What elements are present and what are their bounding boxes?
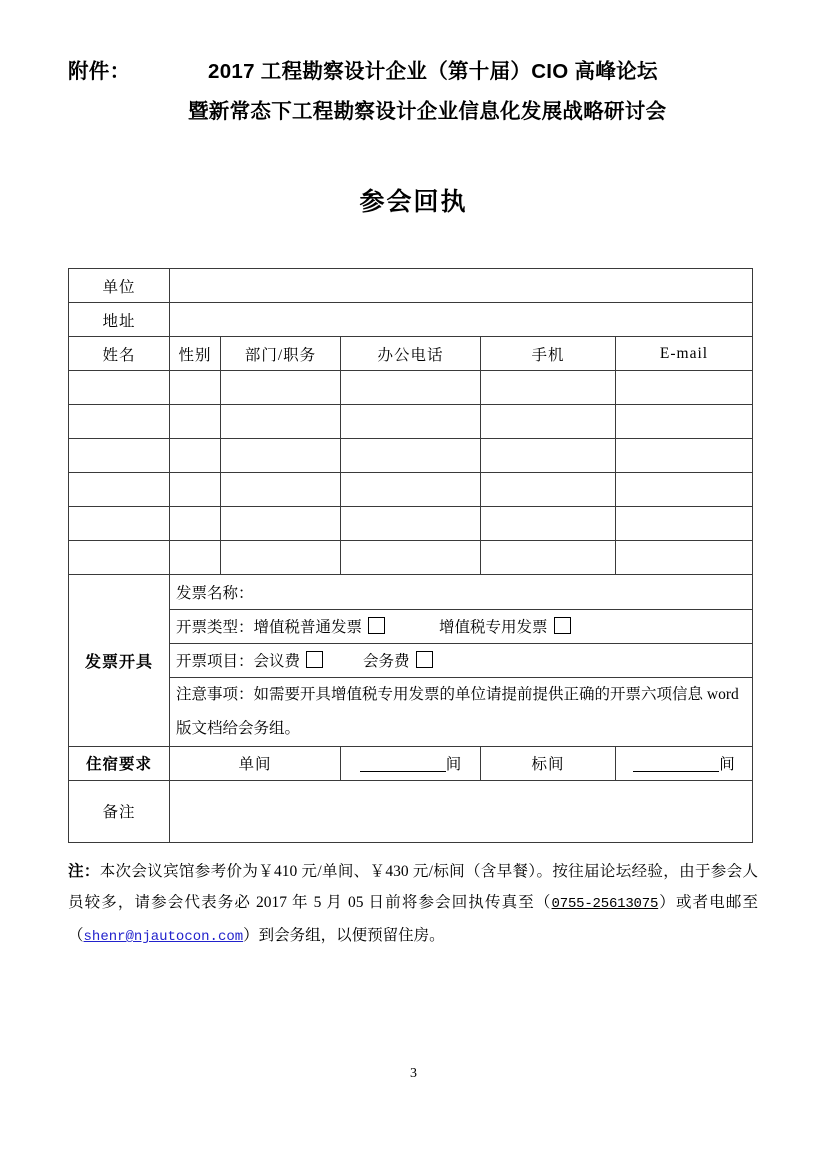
- remark-value-field[interactable]: [170, 780, 753, 842]
- lodging-standard-label: 标间: [481, 746, 616, 780]
- cell-department[interactable]: [221, 439, 341, 473]
- footnote: [68, 856, 758, 953]
- cell-mobile[interactable]: [481, 541, 616, 575]
- address-label: 地址: [69, 303, 170, 337]
- lodging-single-label: 单间: [170, 746, 341, 780]
- footnote-part-3: ）到会务组，以便预留住房。: [243, 927, 445, 944]
- page-number: 3: [410, 1066, 417, 1081]
- cell-gender[interactable]: [170, 473, 221, 507]
- cell-email[interactable]: [616, 405, 753, 439]
- cell-email[interactable]: [616, 439, 753, 473]
- cell-office-phone[interactable]: [341, 439, 481, 473]
- table-row-lodging: [69, 746, 753, 780]
- registration-form-table: [68, 268, 753, 843]
- cell-email[interactable]: [616, 507, 753, 541]
- cell-department[interactable]: [221, 541, 341, 575]
- table-row-address: [69, 303, 753, 337]
- remark-label: 备注: [69, 780, 170, 842]
- table-row-remark: [69, 780, 753, 842]
- cell-mobile[interactable]: [481, 507, 616, 541]
- cell-gender[interactable]: [170, 507, 221, 541]
- table-header-row: [69, 337, 753, 371]
- column-header-department: 部门/职务: [221, 337, 341, 371]
- address-value-field[interactable]: [170, 303, 753, 337]
- cell-office-phone[interactable]: [341, 541, 481, 575]
- invoice-type-option-2-checkbox[interactable]: [554, 617, 571, 634]
- cell-name[interactable]: [69, 405, 170, 439]
- table-row: [69, 541, 753, 575]
- cell-name[interactable]: [69, 439, 170, 473]
- invoice-type-row: [170, 609, 752, 643]
- invoice-name-row: [170, 575, 752, 609]
- attachment-label: 附件：: [68, 60, 131, 83]
- column-header-email: E-mail: [616, 337, 753, 371]
- unit-label: 单位: [69, 269, 170, 303]
- invoice-item-option-1-label: 会议费: [253, 653, 301, 670]
- cell-gender[interactable]: [170, 439, 221, 473]
- table-row-invoice: [69, 575, 753, 747]
- heading-title-line-2: 暨新常态下工程勘察设计企业信息化发展战略研讨会: [188, 100, 667, 123]
- cell-office-phone[interactable]: [341, 371, 481, 405]
- invoice-note-text: 注意事项：如需要开具增值税专用发票的单位请提前提供正确的开票六项信息 word 版文档给会务组。: [176, 685, 739, 737]
- unit-value-field[interactable]: [170, 269, 753, 303]
- document-heading: [68, 52, 758, 132]
- invoice-item-prefix: 开票项目：: [176, 653, 254, 670]
- table-row-unit: [69, 269, 753, 303]
- invoice-type-option-1-checkbox[interactable]: [368, 617, 385, 634]
- cell-mobile[interactable]: [481, 439, 616, 473]
- cell-department[interactable]: [221, 405, 341, 439]
- column-header-office-phone: 办公电话: [341, 337, 481, 371]
- cell-department[interactable]: [221, 507, 341, 541]
- table-row: [69, 439, 753, 473]
- footnote-part-1: 本次会议宾馆参考价为￥410 元/单间、￥430 元/标间（含早餐）。按往届论坛经验，由于参会人员较多，请参会代表务必 2017 年 5 月 05 日前将参会回执传真至（: [68, 863, 758, 911]
- invoice-type-cell: [170, 609, 752, 643]
- page-title: 参会回执: [359, 188, 468, 216]
- cell-office-phone[interactable]: [341, 507, 481, 541]
- lodging-standard-blank[interactable]: [633, 771, 719, 772]
- fax-number[interactable]: 0755-25613075: [551, 896, 659, 912]
- table-row: [69, 473, 753, 507]
- column-header-gender: 性别: [170, 337, 221, 371]
- invoice-name-label[interactable]: 发票名称：: [170, 575, 752, 609]
- email-link[interactable]: shenr@njautocon.com: [83, 929, 244, 945]
- invoice-section-body: [170, 575, 753, 747]
- footnote-part-2: ）或者电邮至（: [68, 894, 758, 944]
- invoice-item-option-2-checkbox[interactable]: [416, 651, 433, 668]
- cell-gender[interactable]: [170, 541, 221, 575]
- lodging-standard-unit: 间: [719, 756, 735, 773]
- cell-mobile[interactable]: [481, 405, 616, 439]
- invoice-note-row: [170, 677, 752, 746]
- cell-name[interactable]: [69, 541, 170, 575]
- cell-email[interactable]: [616, 473, 753, 507]
- table-row: [69, 507, 753, 541]
- table-row: [69, 405, 753, 439]
- column-header-mobile: 手机: [481, 337, 616, 371]
- cell-name[interactable]: [69, 507, 170, 541]
- column-header-name: 姓名: [69, 337, 170, 371]
- footnote-label: 注：: [68, 863, 100, 880]
- invoice-type-option-1-label: 增值税普通发票: [253, 619, 363, 636]
- cell-office-phone[interactable]: [341, 473, 481, 507]
- cell-department[interactable]: [221, 473, 341, 507]
- invoice-item-option-1-checkbox[interactable]: [306, 651, 323, 668]
- heading-title-line-1: 2017 工程勘察设计企业（第十届）CIO 高峰论坛: [208, 60, 658, 83]
- cell-gender[interactable]: [170, 371, 221, 405]
- cell-email[interactable]: [616, 541, 753, 575]
- cell-name[interactable]: [69, 473, 170, 507]
- invoice-item-option-2-label: 会务费: [363, 653, 410, 670]
- heading-line-1: [68, 52, 758, 92]
- table-row: [69, 371, 753, 405]
- cell-name[interactable]: [69, 371, 170, 405]
- cell-mobile[interactable]: [481, 371, 616, 405]
- cell-office-phone[interactable]: [341, 405, 481, 439]
- cell-email[interactable]: [616, 371, 753, 405]
- lodging-single-field[interactable]: [341, 746, 481, 780]
- invoice-item-cell: [170, 643, 752, 677]
- cell-mobile[interactable]: [481, 473, 616, 507]
- invoice-section-label: 发票开具: [69, 575, 170, 747]
- lodging-standard-field[interactable]: [616, 746, 753, 780]
- lodging-single-unit: 间: [445, 756, 462, 773]
- invoice-item-row: [170, 643, 752, 677]
- cell-gender[interactable]: [170, 405, 221, 439]
- invoice-type-prefix: 开票类型：: [176, 619, 254, 636]
- invoice-type-option-2-label: 增值税专用发票: [439, 619, 548, 636]
- lodging-single-blank[interactable]: [360, 771, 446, 772]
- cell-department[interactable]: [221, 371, 341, 405]
- lodging-label: 住宿要求: [69, 746, 170, 780]
- invoice-subtable: [170, 575, 752, 746]
